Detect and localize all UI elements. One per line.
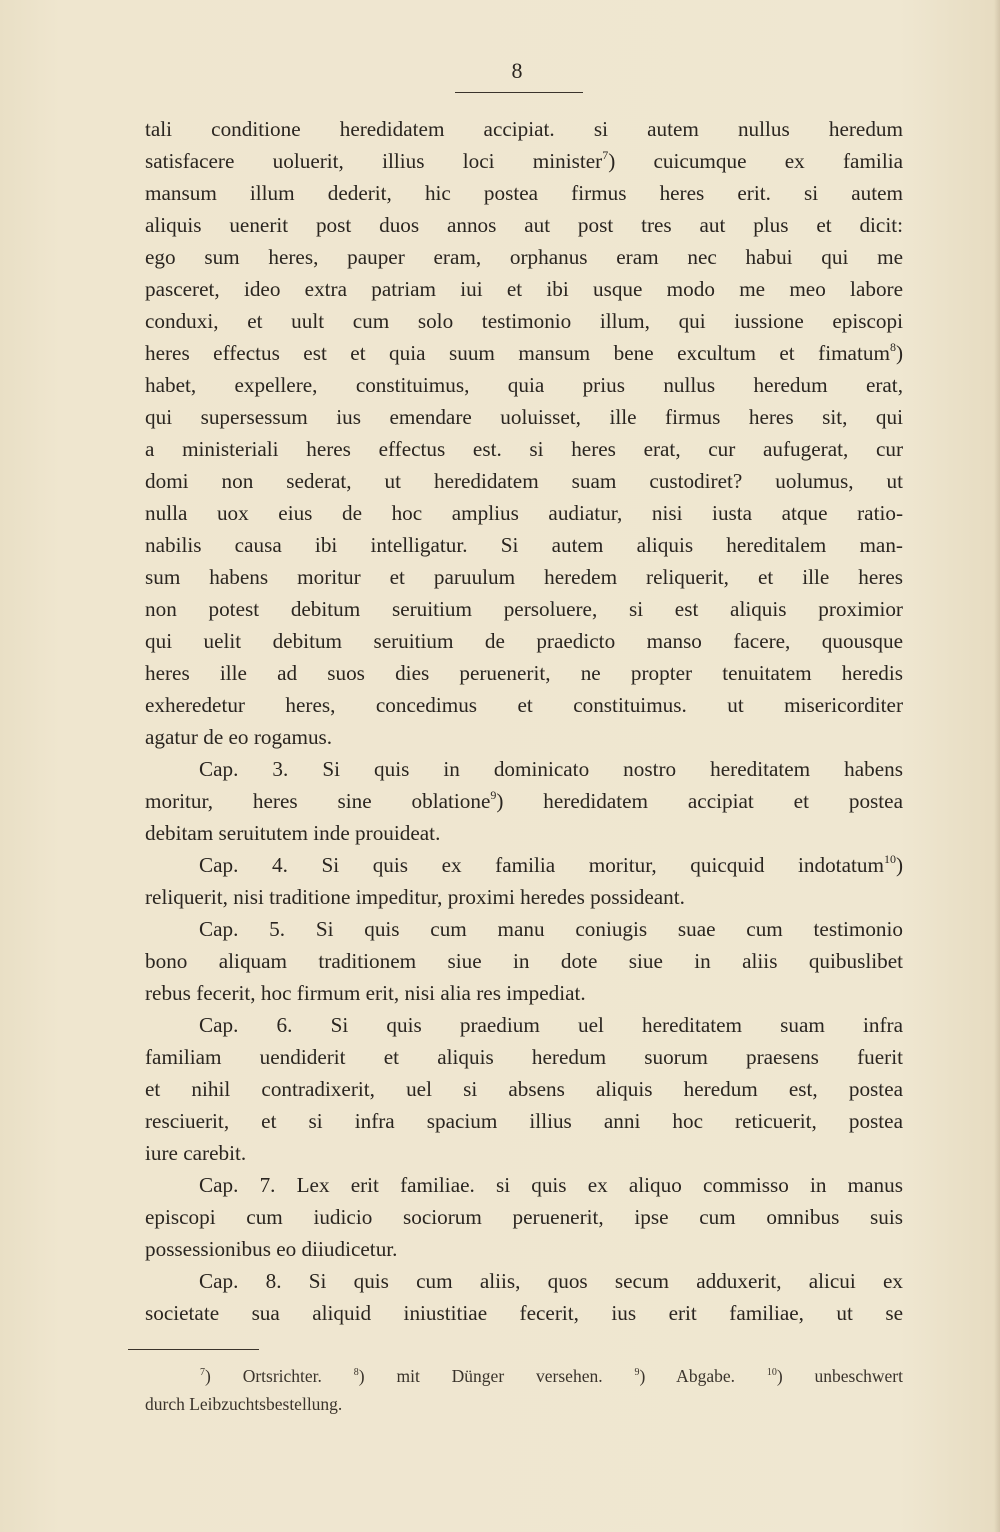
- text-fragment: ): [895, 341, 903, 365]
- text-fragment: durch Leibzuchtsbestellung.: [145, 1394, 343, 1414]
- text-line: [145, 113, 903, 145]
- text-fragment: mansum illum dederit, hic postea firmus heres erit. si autem: [145, 181, 903, 205]
- text-fragment: habet, expellere, constituimus, quia prius nullus heredum erat,: [145, 373, 903, 397]
- text-fragment: rebus fecerit, hoc firmum erit, nisi alia res impediat.: [145, 981, 586, 1005]
- text-line: [145, 721, 903, 753]
- text-line: [145, 1265, 903, 1297]
- footnote-line: [145, 1390, 903, 1418]
- text-fragment: reliquerit, nisi traditione impeditur, proximi heredes possideant.: [145, 885, 685, 909]
- text-line: [145, 881, 903, 913]
- footnotes: [145, 1362, 903, 1418]
- text-line: [145, 305, 903, 337]
- text-line: [145, 401, 903, 433]
- text-fragment: nabilis causa ibi intelligatur. Si autem aliquis hereditalem man-: [145, 533, 903, 557]
- text-fragment: conduxi, et uult cum solo testimonio illum, qui iussione episcopi: [145, 309, 903, 333]
- text-line: [145, 529, 903, 561]
- text-line: [145, 561, 903, 593]
- text-line: [145, 817, 903, 849]
- text-fragment: Cap. 4. Si quis ex familia moritur, quicquid indotatum: [199, 853, 884, 877]
- text-line: [145, 433, 903, 465]
- text-fragment: tali conditione heredidatem accipiat. si autem nullus heredum: [145, 117, 903, 141]
- text-fragment: possessionibus eo diiudicetur.: [145, 1237, 398, 1261]
- footnote-marker: 10: [766, 1367, 777, 1378]
- text-fragment: agatur de eo rogamus.: [145, 725, 333, 749]
- text-line: [145, 945, 903, 977]
- header-rule: [455, 92, 583, 93]
- text-fragment: Cap. 6. Si quis praedium uel hereditatem suam infra: [199, 1013, 903, 1037]
- text-fragment: ego sum heres, pauper eram, orphanus eram nec habui qui me: [145, 245, 903, 269]
- text-line: [145, 849, 903, 881]
- text-line: [145, 1297, 903, 1329]
- text-fragment: qui uelit debitum seruitium de praedicto manso facere, quousque: [145, 629, 903, 653]
- page-number: 8: [511, 58, 523, 83]
- text-fragment: debitam seruitutem inde prouideat.: [145, 821, 441, 845]
- text-fragment: Cap. 5. Si quis cum manu coniugis suae cum testimonio: [199, 917, 903, 941]
- text-line: [145, 177, 903, 209]
- footnote-marker: 8: [353, 1367, 359, 1378]
- text-line: [145, 657, 903, 689]
- text-fragment: ) heredidatem accipiat et postea: [496, 789, 903, 813]
- text-line: [145, 753, 903, 785]
- text-line: [145, 1009, 903, 1041]
- text-line: [145, 593, 903, 625]
- text-fragment: ): [895, 853, 903, 877]
- text-line: [145, 689, 903, 721]
- text-line: [145, 145, 903, 177]
- text-line: [145, 1041, 903, 1073]
- text-fragment: ) Abgabe.: [639, 1366, 767, 1386]
- text-line: [145, 337, 903, 369]
- text-fragment: domi non sederat, ut heredidatem suam custodiret? uolumus, ut: [145, 469, 903, 493]
- text-fragment: heres ille ad suos dies peruenerit, ne propter tenuitatem heredis: [145, 661, 903, 685]
- text-fragment: moritur, heres sine oblatione: [145, 789, 491, 813]
- text-fragment: a ministeriali heres effectus est. si heres erat, cur aufugerat, cur: [145, 437, 903, 461]
- page-edge-shadow: [994, 0, 1000, 1532]
- text-fragment: non potest debitum seruitium persoluere, si est aliquis proximior: [145, 597, 903, 621]
- text-fragment: et nihil contradixerit, uel si absens aliquis heredum est, postea: [145, 1077, 903, 1101]
- text-line: [145, 625, 903, 657]
- text-line: [145, 1201, 903, 1233]
- text-fragment: ) mit Dünger versehen.: [358, 1366, 635, 1386]
- text-fragment: satisfacere uoluerit, illius loci minister: [145, 149, 603, 173]
- footnote-marker: 7: [200, 1367, 205, 1378]
- footnote-marker: 8: [889, 340, 896, 354]
- footnote-marker: 9: [634, 1367, 640, 1378]
- text-line: [145, 209, 903, 241]
- text-line: [145, 913, 903, 945]
- text-line: [145, 785, 903, 817]
- text-line: [145, 1073, 903, 1105]
- text-fragment: pasceret, ideo extra patriam iui et ibi usque modo me meo labore: [145, 277, 903, 301]
- footnote-rule: [128, 1349, 259, 1350]
- footnote-line: [145, 1362, 903, 1390]
- footnote-marker: 9: [490, 788, 497, 802]
- text-line: [145, 1137, 903, 1169]
- text-line: [145, 273, 903, 305]
- body-text: [145, 113, 903, 1329]
- text-fragment: episcopi cum iudicio sociorum peruenerit, ipse cum omnibus suis: [145, 1205, 903, 1229]
- text-fragment: societate sua aliquid iniustitiae fecerit, ius erit familiae, ut se: [145, 1301, 903, 1325]
- text-fragment: qui supersessum ius emendare uoluisset, ille firmus heres sit, qui: [145, 405, 903, 429]
- text-fragment: ) unbeschwert: [776, 1366, 903, 1386]
- text-fragment: bono aliquam traditionem siue in dote siue in aliis quibuslibet: [145, 949, 903, 973]
- text-fragment: nulla uox eius de hoc amplius audiatur, nisi iusta atque ratio-: [145, 501, 903, 525]
- text-line: [145, 241, 903, 273]
- text-fragment: Cap. 3. Si quis in dominicato nostro hereditatem habens: [199, 757, 903, 781]
- text-line: [145, 977, 903, 1009]
- text-fragment: iure carebit.: [145, 1141, 247, 1165]
- text-fragment: Cap. 7. Lex erit familiae. si quis ex aliquo commisso in manus: [199, 1173, 903, 1197]
- text-fragment: exheredetur heres, concedimus et constituimus. ut misericorditer: [145, 693, 903, 717]
- text-line: [145, 1105, 903, 1137]
- text-fragment: aliquis uenerit post duos annos aut post tres aut plus et dicit:: [145, 213, 903, 237]
- text-fragment: sum habens moritur et paruulum heredem reliquerit, et ille heres: [145, 565, 903, 589]
- text-fragment: ) cuicumque ex familia: [608, 149, 903, 173]
- text-line: [145, 465, 903, 497]
- footnote-marker: 10: [883, 852, 896, 866]
- text-line: [145, 369, 903, 401]
- text-line: [145, 1233, 903, 1265]
- footnote-marker: 7: [602, 148, 609, 162]
- text-fragment: heres effectus est et quia suum mansum bene excultum et fimatum: [145, 341, 890, 365]
- text-fragment: resciuerit, et si infra spacium illius anni hoc reticuerit, postea: [145, 1109, 903, 1133]
- text-line: [145, 497, 903, 529]
- text-fragment: familiam uendiderit et aliquis heredum suorum praesens fuerit: [145, 1045, 903, 1069]
- text-line: [145, 1169, 903, 1201]
- text-fragment: ) Ortsrichter.: [205, 1366, 354, 1386]
- text-fragment: Cap. 8. Si quis cum aliis, quos secum adduxerit, alicui ex: [199, 1269, 903, 1293]
